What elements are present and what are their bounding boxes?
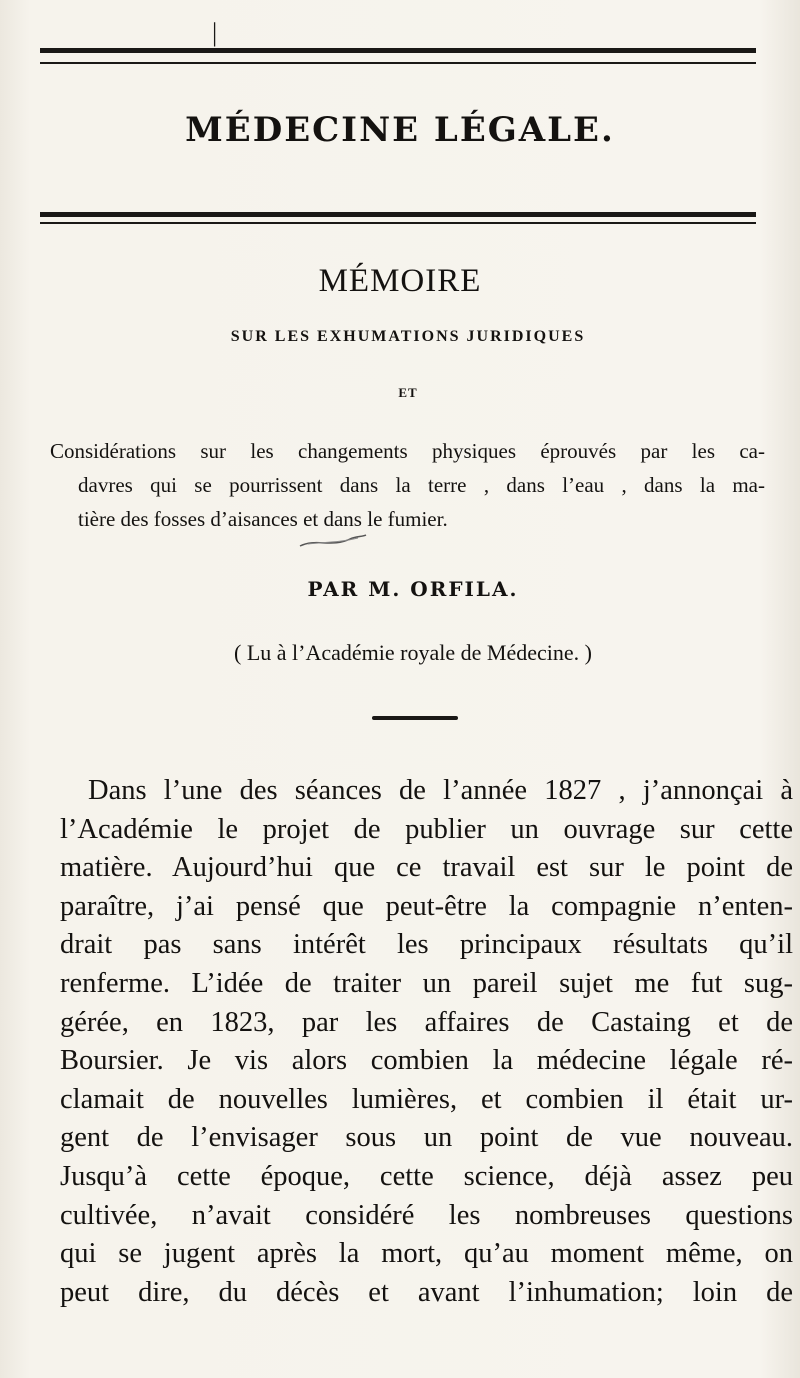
article-author: PAR M. ORFILA.: [307, 577, 519, 601]
body-line: cultivée, n’avait considéré les nombreuses questions: [60, 1199, 793, 1231]
section-title: MÉDECINE LÉGALE.: [185, 110, 615, 150]
description-line: Considérations sur les changements physiques éprouvés par les ca-: [50, 439, 765, 463]
article-read-at: ( Lu à l’Académie royale de Médecine. ): [234, 640, 592, 665]
body-line: peut dire, du décès et avant l’inhumation; loin de: [60, 1276, 793, 1308]
body-line: renferme. L’idée de traiter un pareil sujet me fut sug-: [60, 967, 793, 999]
description-line: tière des fosses d’aisances et dans le fumier.: [78, 507, 448, 531]
body-line: qui se jugent après la mort, qu’au moment même, on: [60, 1238, 793, 1270]
body-line: Boursier. Je vis alors combien la médecine légale ré-: [60, 1045, 793, 1077]
body-line: gent de l’envisager sous un point de vue nouveau.: [60, 1122, 793, 1154]
body-line: l’Académie le projet de publier un ouvrage sur cette: [60, 813, 793, 845]
separator-rule: [372, 716, 458, 720]
section-rule-thin: [40, 222, 756, 224]
flourish-ornament: [298, 532, 368, 552]
body-line: paraître, j’ai pensé que peut-être la compagnie n’enten-: [60, 890, 793, 922]
body-line: clamait de nouvelles lumières, et combien il était ur-: [60, 1083, 793, 1115]
article-conjunction: ET: [398, 385, 418, 400]
top-rule-thick: [40, 48, 756, 53]
article-title: MÉMOIRE: [318, 263, 482, 299]
body-text: [60, 772, 793, 1312]
article-description: [50, 434, 765, 536]
top-rule-thin: [40, 62, 756, 64]
section-rule-thick: [40, 212, 756, 217]
body-line: matière. Aujourd’hui que ce travail est sur le point de: [60, 852, 793, 884]
article-subtitle: SUR LES EXHUMATIONS JURIDIQUES: [230, 328, 586, 345]
body-line: Dans l’une des séances de l’année 1827 , j’annonçai à: [88, 775, 793, 806]
body-line: drait pas sans intérêt les principaux résultats qu’il: [60, 929, 793, 961]
page-mark: |: [212, 18, 218, 47]
description-line: davres qui se pourrissent dans la terre , dans l’eau , dans la ma-: [78, 473, 765, 497]
body-line: gérée, en 1823, par les affaires de Castaing et de: [60, 1006, 793, 1038]
body-line: Jusqu’à cette époque, cette science, déjà assez peu: [60, 1160, 793, 1192]
